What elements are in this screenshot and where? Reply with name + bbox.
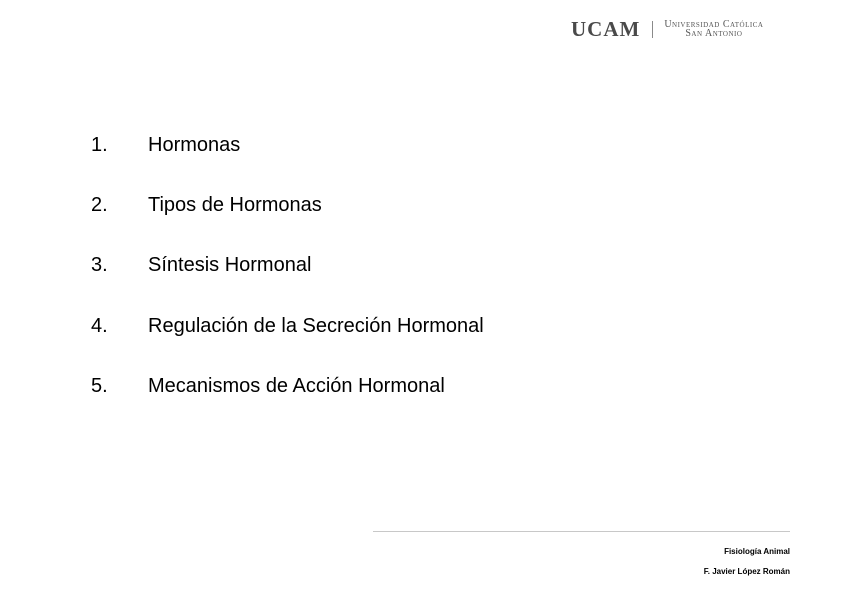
footer-course: Fisiología Animal (724, 547, 790, 556)
logo-line-1: Universidad Católica (664, 19, 764, 30)
agenda-item (91, 253, 484, 313)
agenda-list (91, 133, 484, 434)
agenda-item-label: Regulación de la Secreción Hormonal (148, 314, 484, 337)
agenda-item-number: 4. (91, 314, 108, 337)
agenda-item (91, 314, 484, 374)
logo-mark: UCAM (571, 16, 641, 41)
logo-divider (652, 21, 653, 38)
agenda-item-label: Síntesis Hormonal (148, 254, 312, 277)
agenda-item-number: 3. (91, 254, 108, 277)
footer-divider (373, 531, 790, 532)
agenda-item-label: Tipos de Hormonas (148, 194, 322, 217)
agenda-item (91, 374, 484, 434)
ucam-logo (571, 14, 763, 44)
agenda-item-number: 5. (91, 374, 108, 397)
agenda-item-label: Mecanismos de Acción Hormonal (148, 374, 445, 397)
agenda-item (91, 193, 484, 253)
agenda-item-label: Hormonas (148, 134, 241, 156)
slide-footer (704, 542, 790, 582)
agenda-item-number: 2. (91, 194, 108, 217)
logo-line-2: San Antonio (685, 28, 743, 39)
agenda-item (91, 133, 484, 193)
footer-author: F. Javier López Román (703, 567, 790, 576)
agenda-item-number: 1. (91, 134, 108, 156)
logo-institution (664, 20, 763, 38)
